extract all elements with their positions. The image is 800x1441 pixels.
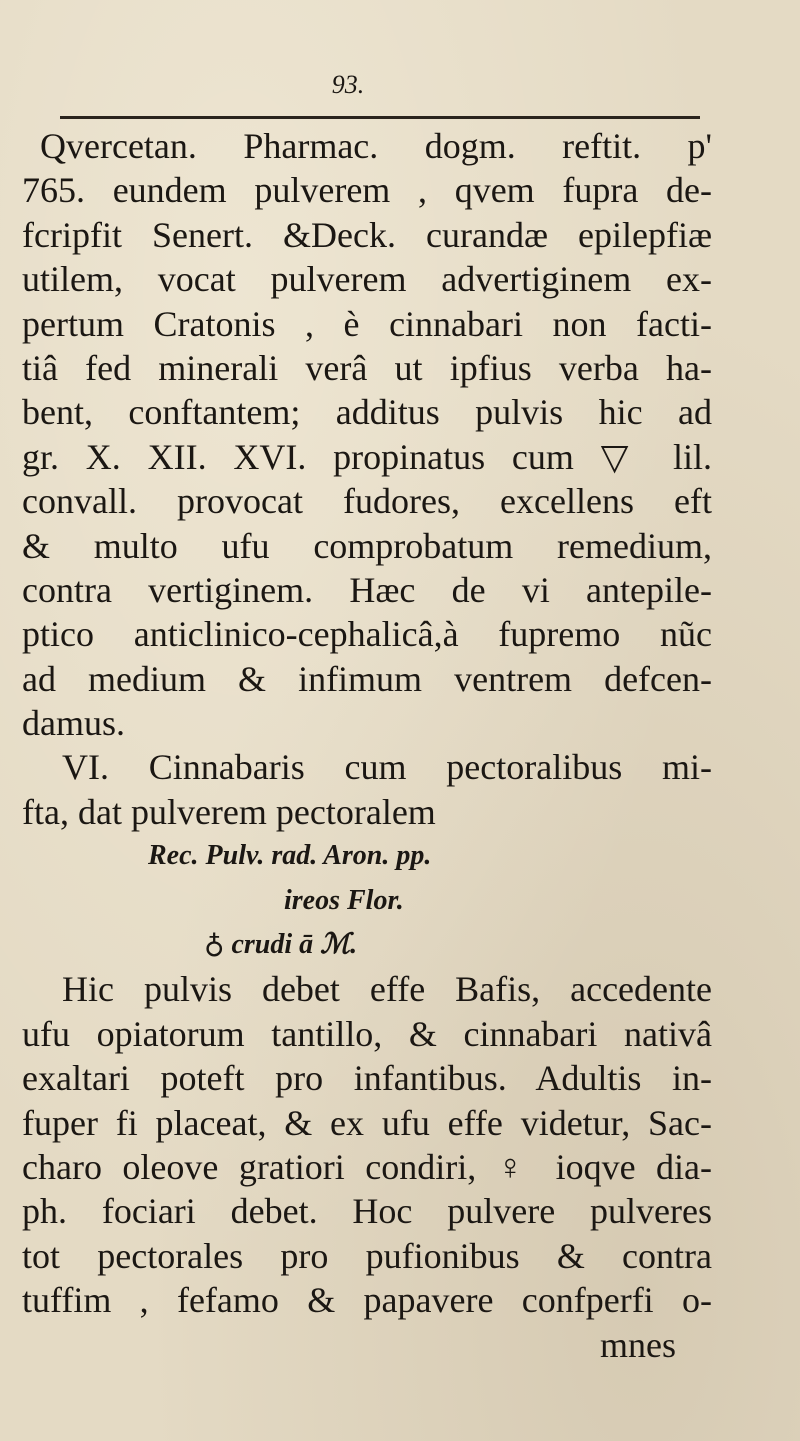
text-line: gr. X. XII. XVI. propinatus cum ▽ lil. [22,436,712,477]
text-line: fta, dat pulverem pectoralem [22,791,436,832]
text-line: ufu opiatorum tantillo, & cinnabari nativâ [22,1013,712,1054]
page-number: 93. [331,70,365,99]
text-line: VI. Cinnabaris cum pectoralibus mi- [62,747,712,788]
text-line: tot pectorales pro pufionibus & contra [22,1235,712,1276]
text-line: fuper fi placeat, & ex ufu effe videtur, Sac- [22,1102,712,1143]
recipe-line: ireos Flor. [284,884,404,916]
text-line: exaltari poteft pro infantibus. Adultis in- [22,1058,712,1099]
header-rule [60,116,700,119]
recipe-line: Rec. Pulv. rad. Aron. pp. [148,840,432,872]
body-text [22,124,712,1367]
text-line: damus. [22,703,125,744]
text-line: ph. fociari debet. Hoc pulvere pulveres [22,1191,712,1232]
text-line: charo oleove gratiori condiri, ♀ ioqve dia- [22,1146,712,1187]
text-line: tuffim , fefamo & papavere confperfi o- [22,1280,712,1321]
text-line: utilem, vocat pulverem advertiginem ex- [22,259,712,300]
text-line: bent, conftantem; additus pulvis hic ad [22,392,712,433]
catchword: mnes [600,1324,676,1365]
recipe-line: ♁ crudi ā ℳ. [204,929,358,961]
text-line: fcripfit Senert. &Deck. curandæ epilepfiæ [22,214,712,255]
text-line: Hic pulvis debet effe Bafis, accedente [62,969,712,1010]
text-line: 765. eundem pulverem , qvem fupra de- [22,170,712,211]
text-line: Qvercetan. Pharmac. dogm. reftit. p' [40,126,712,166]
text-line: tiâ fed minerali verâ ut ipfius verba ha- [22,347,712,388]
text-line: convall. provocat fudores, excellens eft [22,481,712,522]
text-line: ptico anticlinico-cephalicâ,à fupremo nũc [22,614,712,655]
text-line: ad medium & infimum ventrem defcen- [22,658,712,699]
text-line: pertum Cratonis , è cinnabari non facti- [22,303,712,344]
text-line: contra vertiginem. Hæc de vi antepile- [22,569,712,610]
text-line: & multo ufu comprobatum remedium, [22,525,712,566]
